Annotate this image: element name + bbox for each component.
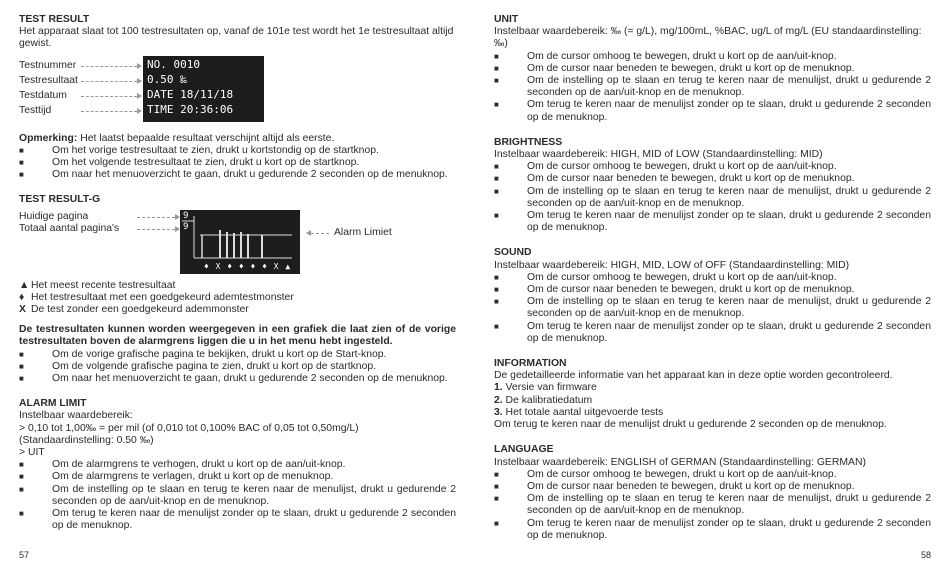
- alarm-limit-bullets: [19, 459, 456, 532]
- test-result-g-heading: TEST RESULT-G: [19, 194, 101, 206]
- test-result-intro: Het apparaat slaat tot 100 testresultaten op, vanaf de 101e test wordt het 1e testresultaat altijd gewist.: [19, 26, 454, 50]
- right-page: [494, 14, 931, 542]
- test-result-bullets: [19, 145, 456, 182]
- leader-line: [137, 217, 175, 218]
- diamond-icon: ♦: [19, 291, 25, 303]
- brightness-heading: BRIGHTNESS: [494, 136, 563, 148]
- language-heading: LANGUAGE: [494, 444, 554, 456]
- sound-heading: SOUND: [494, 247, 532, 259]
- list-item: ■ Om de cursor omhoog te bewegen, drukt u kort op de aan/uit-knop.: [494, 51, 931, 63]
- device-display: [143, 56, 264, 122]
- legend-text: Het meest recente testresultaat: [31, 279, 176, 291]
- item-number: 1.: [494, 382, 503, 394]
- information-intro: De gedetailleerde informatie van het apparaat kan in deze optie worden gecontroleerd.: [494, 370, 893, 382]
- leader-line: [311, 233, 329, 234]
- list-item: ■ Om de cursor naar beneden te bewegen, drukt u kort op de menuknop.: [494, 284, 931, 296]
- unit-heading: UNIT: [494, 14, 519, 25]
- item-text: Versie van firmware: [502, 382, 597, 394]
- information-heading: INFORMATION: [494, 358, 567, 370]
- list-item: ■ Om de vorige grafische pagina te bekijken, drukt u kort op de Start-knop.: [19, 349, 456, 361]
- list-item: ■ Om terug te keren naar de menulijst zonder op te slaan, drukt u gedurende 2 seconden op de menuknop.: [494, 321, 931, 345]
- leader-line: [81, 66, 137, 67]
- item-text: De kalibratiedatum: [502, 394, 593, 406]
- list-item: ■ Om het volgende testresultaat te zien, drukt u kort op de startknop.: [19, 157, 456, 169]
- list-item: ■ Om de alarmgrens te verhogen, drukt u kort op de aan/uit-knop.: [19, 459, 456, 471]
- graph-description: De testresultaten kunnen worden weergegeven in een grafiek die laat zien of de vorige testresultaten boven de alarmgrens liggen die u in het menu hebt ingesteld.: [19, 324, 456, 348]
- brightness-section: [494, 137, 931, 235]
- label-current-page: Huidige pagina: [19, 210, 89, 222]
- list-item: ■ Om terug te keren naar de menulijst zonder op te slaan, drukt u gedurende 2 seconden op de menuknop.: [494, 210, 931, 234]
- graph-total-pages: 9: [183, 221, 189, 232]
- brightness-bullets: [494, 161, 931, 234]
- sound-bullets: [494, 272, 931, 345]
- leader-line: [81, 81, 137, 82]
- list-item: ■ Om de instelling op te slaan en terug te keren naar de menulijst, drukt u gedurende 2 seconden op de aan/uit-knop en de menuknop.: [494, 186, 931, 210]
- x-icon: X: [19, 304, 26, 316]
- label-testtijd: Testtijd: [19, 104, 52, 116]
- legend-text: Het testresultaat met een goedgekeurd ademtestmonster: [31, 291, 294, 303]
- list-item: ■ Om terug te keren naar de menulijst zonder op te slaan, drukt u gedurende 2 seconden op de menuknop.: [19, 508, 456, 532]
- list-item: ■ Om de instelling op te slaan en terug te keren naar de menulijst, drukt u gedurende 2 seconden op de aan/uit-knop en de menuknop.: [19, 484, 456, 508]
- sound-range: Instelbaar waardebereik: HIGH, MID, LOW of OFF (Standaardinstelling: MID): [494, 259, 850, 271]
- item-text: Het totale aantal uitgevoerde tests: [502, 406, 664, 418]
- item-number: 3.: [494, 406, 503, 418]
- note-label: Opmerking:: [19, 132, 78, 144]
- left-page: [19, 14, 456, 532]
- numbered-item: [494, 395, 931, 407]
- test-result-figure: [19, 56, 456, 124]
- alarm-limit-label: Alarm Limiet: [334, 226, 392, 238]
- alarm-limit-line: > 0,10 tot 1,00‰ = per mil (of 0,010 tot 0,100% BAC of 0,05 tot 0,50mg/L): [19, 422, 359, 434]
- triangle-icon: ▲: [19, 279, 30, 291]
- graph-marker-row: ♦ X ♦ ♦ ♦ ♦ X ▲: [204, 261, 292, 271]
- language-range: Instelbaar waardebereik: ENGLISH of GERMAN (Standaardinstelling: GERMAN): [494, 456, 866, 468]
- legend-item: [19, 304, 456, 316]
- list-item: ■ Om de cursor omhoog te bewegen, drukt u kort op de aan/uit-knop.: [494, 161, 931, 173]
- language-bullets: [494, 469, 931, 542]
- list-item: ■ Om de cursor naar beneden te bewegen, drukt u kort op de menuknop.: [494, 481, 931, 493]
- legend-item: [19, 292, 456, 304]
- alarm-limit-line: > UIT: [19, 447, 45, 459]
- list-item: ■ Om terug te keren naar de menulijst zonder op te slaan, drukt u gedurende 2 seconden op de menuknop.: [494, 518, 931, 542]
- graph-figure: [19, 210, 456, 276]
- alarm-limit-line: Instelbaar waardebereik:: [19, 410, 133, 422]
- list-item: ■ Om het vorige testresultaat te zien, drukt u kortstondig op de startknop.: [19, 145, 456, 157]
- list-item: ■ Om de cursor omhoog te bewegen, drukt u kort op de aan/uit-knop.: [494, 469, 931, 481]
- list-item: ■ Om de instelling op te slaan en terug te keren naar de menulijst, drukt u gedurende 2 seconden op de aan/uit-knop en de menuknop.: [494, 296, 931, 320]
- list-item: ■ Om terug te keren naar de menulijst zonder op te slaan, drukt u gedurende 2 seconden op de menuknop.: [494, 99, 931, 123]
- list-item: ■ Om de instelling op te slaan en terug te keren naar de menulijst, drukt u gedurende 2 seconden op de aan/uit-knop en de menuknop.: [494, 493, 931, 517]
- page-number-right: 58: [920, 549, 931, 560]
- list-item: ■ Om de cursor omhoog te bewegen, drukt u kort op de aan/uit-knop.: [494, 272, 931, 284]
- alarm-limit-heading: ALARM LIMIT: [19, 398, 87, 410]
- test-result-g-section: [19, 194, 456, 385]
- sound-section: [494, 247, 931, 345]
- page-number-left: 57: [19, 549, 30, 560]
- list-item: ■ Om de instelling op te slaan en terug te keren naar de menulijst, drukt u gedurende 2 seconden op de aan/uit-knop en de menuknop.: [494, 75, 931, 99]
- label-testresultaat: Testresultaat: [19, 74, 78, 86]
- lcd-test-number: NO. 0010: [147, 57, 200, 71]
- test-result-heading: TEST RESULT: [19, 14, 90, 25]
- label-testdatum: Testdatum: [19, 89, 67, 101]
- list-item: ■ Om naar het menuoverzicht te gaan, drukt u gedurende 2 seconden op de menuknop.: [19, 373, 456, 385]
- unit-range: Instelbaar waardebereik: ‰ (= g/L), mg/100mL, %BAC, ug/L of mg/L (EU standaardinstelling: ‰): [494, 26, 922, 50]
- leader-line: [81, 96, 137, 97]
- label-total-pages: Totaal aantal pagina's: [19, 222, 120, 234]
- label-testnummer: Testnummer: [19, 59, 77, 71]
- numbered-item: [494, 407, 931, 419]
- alarm-limit-line: (Standaardinstelling: 0.50 ‰): [19, 434, 154, 446]
- legend-text: De test zonder een goedgekeurd ademmonster: [31, 304, 249, 316]
- list-item: ■ Om de alarmgrens te verlagen, drukt u kort op de menuknop.: [19, 471, 456, 483]
- note-paragraph: [19, 133, 456, 145]
- graph-current-page: 9: [183, 210, 189, 221]
- lcd-test-result: 0.50 ‰: [147, 72, 187, 86]
- arrow-icon: [137, 108, 142, 114]
- unit-section: [494, 14, 931, 124]
- alarm-limit-section: [19, 398, 456, 532]
- brightness-range: Instelbaar waardebereik: HIGH, MID of LOW (Standaardinstelling: MID): [494, 149, 823, 161]
- information-return: Om terug te keren naar de menulijst drukt u gedurende 2 seconden op de menuknop.: [494, 419, 887, 431]
- list-item: ■ Om de cursor naar beneden te bewegen, drukt u kort op de menuknop.: [494, 173, 931, 185]
- arrow-icon: [137, 93, 142, 99]
- lcd-test-time: TIME 20:36:06: [147, 102, 234, 116]
- legend-item: [19, 280, 456, 292]
- test-result-section: [19, 14, 456, 181]
- lcd-test-date: DATE 18/11/18: [147, 87, 234, 101]
- graph-bullets: [19, 349, 456, 386]
- language-section: [494, 444, 931, 542]
- information-section: [494, 358, 931, 431]
- arrow-icon: [137, 63, 142, 69]
- graph-display: [180, 210, 300, 274]
- list-item: ■ Om de volgende grafische pagina te zien, drukt u kort op de startknop.: [19, 361, 456, 373]
- arrow-icon: [137, 78, 142, 84]
- leader-line: [81, 111, 137, 112]
- item-number: 2.: [494, 394, 503, 406]
- numbered-item: [494, 382, 931, 394]
- graph-legend: [19, 280, 456, 317]
- list-item: ■ Om naar het menuoverzicht te gaan, drukt u gedurende 2 seconden op de menuknop.: [19, 169, 456, 181]
- note-text: Het laatst bepaalde resultaat verschijnt altijd als eerste.: [77, 132, 335, 144]
- unit-bullets: [494, 51, 931, 124]
- list-item: ■ Om de cursor naar beneden te bewegen, drukt u kort op de menuknop.: [494, 63, 931, 75]
- leader-line: [137, 229, 175, 230]
